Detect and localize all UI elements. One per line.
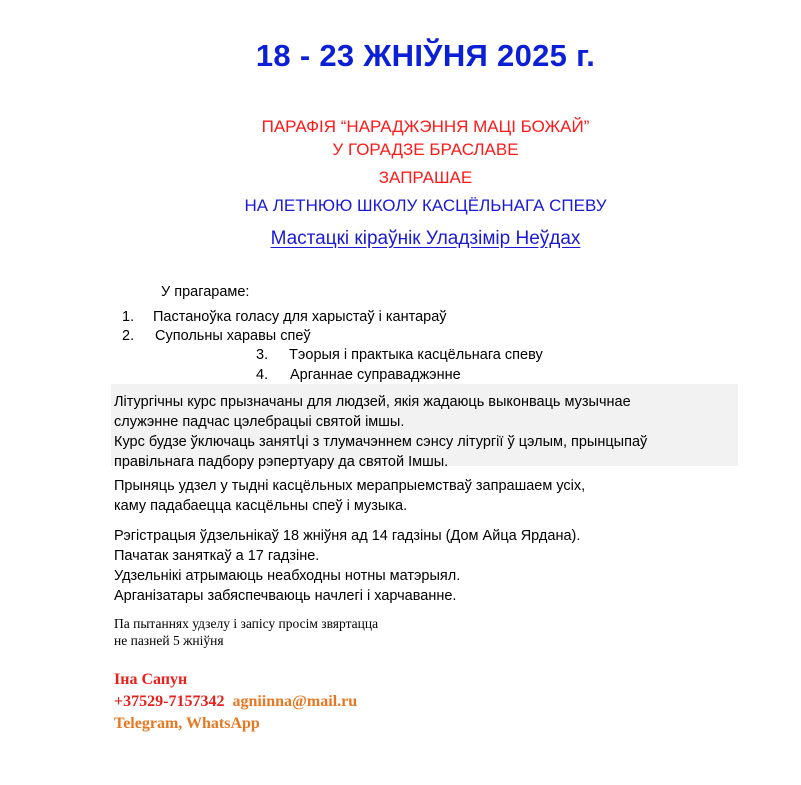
registration-paragraph <box>114 526 580 606</box>
program-item-text: Супольны харавы спеў <box>155 328 311 344</box>
program-item <box>256 347 543 363</box>
program-heading: У прагараме: <box>161 284 250 300</box>
invites-text: ЗАПРАШАЕ <box>378 168 473 187</box>
invitation-line: каму падабаецца касцёльны спеў і музыка. <box>114 498 408 514</box>
contact-phone[interactable]: +37529-7157342 <box>114 693 225 710</box>
program-item <box>122 328 311 344</box>
program-item-number: 2. <box>122 328 135 344</box>
program-item-text: Тэорыя і практыка касцёльнага спеву <box>289 347 543 363</box>
contact-note <box>114 615 378 649</box>
description-line: Курс будзе ўключаць занятկі з тлумачэннем сэнсу літургії ў цэлым, прынцыпаў <box>114 434 648 450</box>
registration-line: Рэгістрацыя ўдзельнікаў 18 жніўня ад 14 гадзіны (Дом Айца Ярдана). <box>114 528 581 544</box>
program-item-number: 4. <box>256 367 269 383</box>
parish-name-line2: У ГОРАДЗЕ БРАСЛАВЕ <box>332 140 519 159</box>
course-description <box>114 392 647 472</box>
contact-line <box>114 693 357 711</box>
event-dates-title: 18 - 23 ЖНІЎНЯ 2025 г. <box>255 38 596 73</box>
invitation-paragraph <box>114 476 585 516</box>
contact-name: Іна Сапун <box>114 671 188 688</box>
contact-note-line: не пазней 5 жніўня <box>114 633 224 648</box>
invitation-line: Прыняць удзел у тыдні касцёльных мерапрыемстваў запрашаем усіх, <box>114 478 586 494</box>
school-title: НА ЛЕТНЮЮ ШКОЛУ КАСЦЁЛЬНАГА СПЕВУ <box>244 196 607 215</box>
artistic-director: Мастацкі кіраўнік Уладзімір Неўдах <box>270 228 581 249</box>
registration-line: Удзельнікі атрымаюць неабходны нотны матэрыял. <box>114 568 461 584</box>
program-item <box>122 309 447 325</box>
contact-note-line: Па пытаннях удзелу і запісу просім звяртацца <box>114 616 379 631</box>
program-item-number: 3. <box>256 347 269 363</box>
description-line: служэнне падчас цэлебрацыі святой імшы. <box>114 414 405 430</box>
contact-email[interactable]: agniinna@mail.ru <box>232 693 358 710</box>
program-item-number: 1. <box>122 309 135 325</box>
registration-line: Арганізатары забяспечваюць начлегі і харчаванне. <box>114 588 457 604</box>
program-item-text: Пастаноўка голасу для харыстаў і кантараў <box>153 309 447 325</box>
parish-name-line1: ПАРАФІЯ “НАРАДЖЭННЯ МАЦІ БОЖАЙ” <box>261 117 590 136</box>
description-line: Літургічны курс прызначаны для людзей, якія жадаюць выконваць музычнае <box>114 394 631 410</box>
program-item-text: Арганнае суправаджэнне <box>290 367 461 383</box>
program-item <box>256 367 461 383</box>
description-line: правільнага падбору рэпертуару да святой Імшы. <box>114 454 449 470</box>
contact-messengers: Telegram, WhatsApp <box>114 715 260 732</box>
registration-line: Пачатак заняткаў а 17 гадзіне. <box>114 548 320 564</box>
